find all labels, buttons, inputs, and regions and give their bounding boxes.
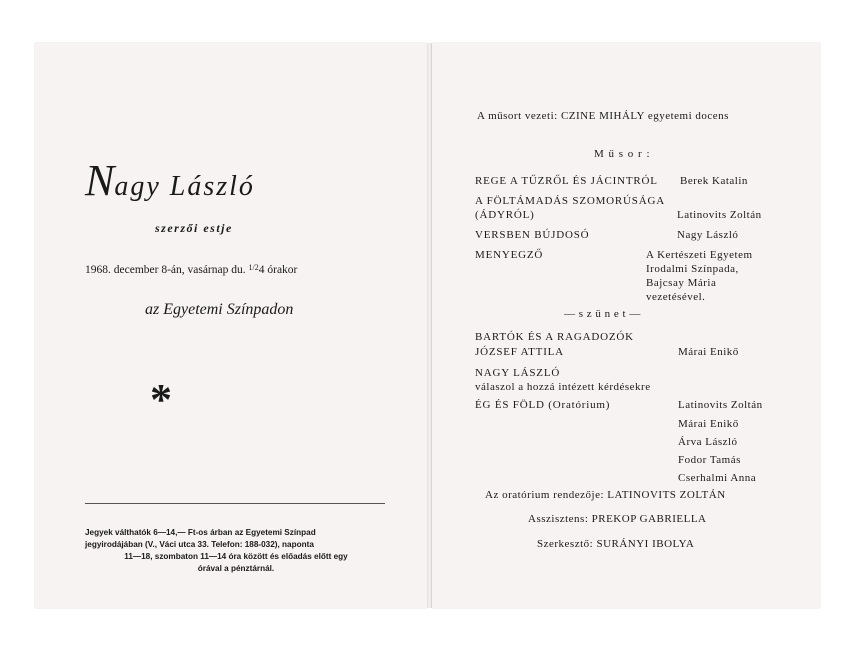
program-item-performer: vezetésével. — [646, 291, 706, 303]
program-item-performer: A Kertészeti Egyetem — [646, 249, 753, 261]
notice-line: jegyirodájában (V., Váci utca 33. Telefon: 188-032), naponta — [85, 540, 314, 549]
ornament-asterisk: * — [150, 375, 172, 424]
program-item-performer: Cserhalmi Anna — [678, 472, 757, 484]
program-item-performer: Márai Enikő — [678, 346, 739, 358]
notice-line: órával a pénztárnál. — [197, 564, 275, 573]
program-item-title: VERSBEN BÚJDOSÓ — [475, 229, 590, 241]
editor-credit: Szerkesztő: SURÁNYI IBOLYA — [537, 538, 695, 550]
program-item-performer: Irodalmi Színpada, — [646, 263, 739, 275]
date-fraction: 1/2 — [248, 263, 259, 272]
program-item-performer: Berek Katalin — [680, 175, 748, 187]
title-initial: N — [85, 156, 115, 205]
program-item-performer: Latinovits Zoltán — [678, 399, 763, 411]
notice-line: 11—18, szombaton 11—14 óra között és előadás előtt egy — [124, 552, 348, 561]
date-line — [85, 263, 297, 276]
left-page — [35, 43, 427, 608]
title-rest: agy László — [114, 171, 255, 202]
program-item-subtitle: (ÁDYRÓL) — [475, 209, 535, 221]
program-item-performer: Márai Enikő — [678, 418, 739, 430]
program-item-performer: Latinovits Zoltán — [677, 209, 762, 221]
divider — [85, 503, 385, 504]
host-line: A műsort vezeti: CZINE MIHÁLY egyetemi docens — [477, 110, 729, 122]
director-credit: Az oratórium rendezője: LATINOVITS ZOLTÁN — [485, 489, 726, 501]
page-title — [85, 155, 255, 206]
date-time: 4 órakor — [258, 264, 298, 276]
intermission: — s z ü n e t — — [564, 308, 641, 320]
program-item-title: BARTÓK ÉS A RAGADOZÓK — [475, 331, 634, 343]
program-item-performer: Árva László — [678, 436, 738, 448]
program-item-title: ÉG ÉS FÖLD (Oratórium) — [475, 399, 611, 411]
date-text: 1968. december 8-án, vasárnap du. — [85, 264, 246, 276]
program-heading: M ű s o r : — [594, 148, 651, 160]
assistant-credit: Asszisztens: PREKOP GABRIELLA — [528, 513, 707, 525]
program-item-title: MENYEGZŐ — [475, 249, 544, 261]
program-item-title: REGE A TŰZRŐL ÉS JÁCINTRÓL — [475, 175, 658, 187]
venue: az Egyetemi Színpadon — [145, 301, 294, 318]
program-item-title: JÓZSEF ATTILA — [475, 346, 564, 358]
program-item-subtitle: válaszol a hozzá intézett kérdésekre — [475, 381, 651, 393]
program-item-title: NAGY LÁSZLÓ — [475, 367, 561, 379]
program-item-performer: Bajcsay Mária — [646, 277, 717, 289]
ticket-notice — [85, 527, 387, 575]
program-item-performer: Nagy László — [677, 229, 739, 241]
subtitle: szerzői estje — [155, 221, 233, 235]
notice-line: Jegyek válthatók 6—14,— Ft-os árban az Egyetemi Színpad — [85, 528, 316, 537]
program-item-performer: Fodor Tamás — [678, 454, 741, 466]
program-item-title: A FÖLTÁMADÁS SZOMORÚSÁGA — [475, 195, 665, 207]
right-page — [432, 43, 820, 608]
